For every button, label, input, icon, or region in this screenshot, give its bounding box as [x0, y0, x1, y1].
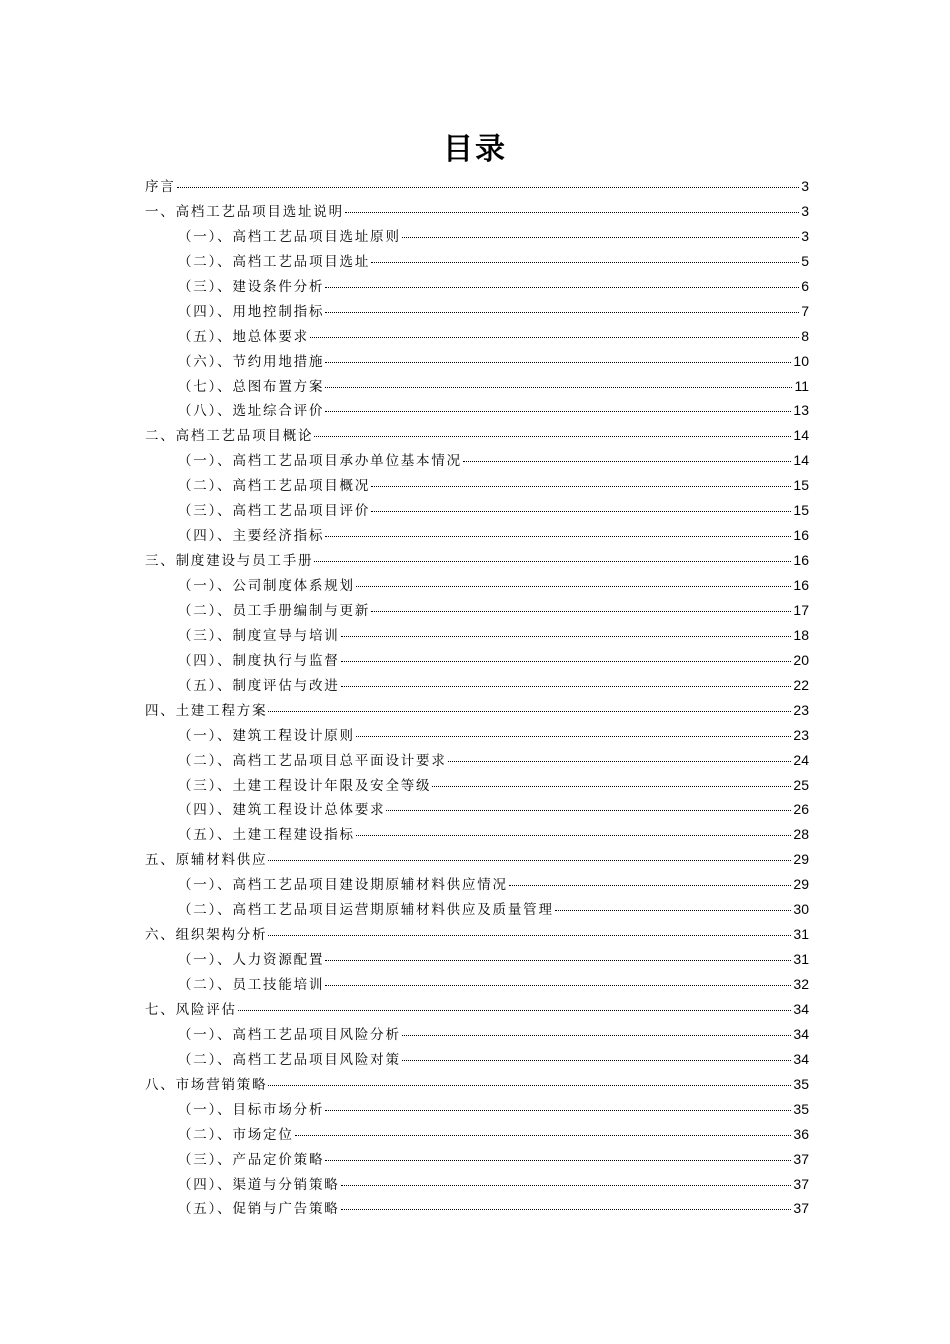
page-title: 目录: [443, 132, 507, 167]
toc-entry[interactable]: [145, 174, 809, 199]
toc-dot-leader: [268, 1085, 791, 1086]
toc-dot-leader: [356, 835, 792, 836]
toc-page-number: 23: [793, 701, 809, 718]
toc-entry-label: 七、风险评估: [145, 1001, 237, 1018]
toc-entry[interactable]: [145, 947, 809, 972]
toc-dot-leader: [325, 287, 799, 288]
toc-dot-leader: [238, 1010, 792, 1011]
toc-dot-leader: [295, 1135, 792, 1136]
toc-page-number: 29: [793, 851, 809, 868]
toc-page-number: 31: [793, 951, 809, 968]
toc-dot-leader: [341, 686, 792, 687]
toc-entry[interactable]: [145, 797, 809, 822]
toc-entry-label: （三）、产品定价策略: [178, 1151, 325, 1168]
toc-entry-label: 三、制度建设与员工手册: [145, 553, 314, 570]
toc-page-number: 15: [793, 502, 809, 519]
toc-page-number: 7: [801, 302, 809, 319]
toc-dot-leader: [555, 910, 792, 911]
toc-entry[interactable]: [145, 299, 809, 324]
toc-entry-label: （五）、制度评估与改进: [178, 677, 340, 694]
toc-dot-leader: [345, 212, 799, 213]
toc-entry[interactable]: [145, 872, 809, 897]
toc-page-number: 23: [793, 726, 809, 743]
toc-entry-label: （三）、建设条件分析: [178, 278, 325, 295]
toc-dot-leader: [356, 586, 792, 587]
toc-dot-leader: [356, 736, 792, 737]
toc-entry-label: （一）、高档工艺品项目建设期原辅材料供应情况: [178, 877, 508, 894]
toc-dot-leader: [402, 1060, 792, 1061]
toc-entry[interactable]: [145, 847, 809, 872]
toc-entry-label: （五）、地总体要求: [178, 328, 309, 345]
toc-page-number: 35: [793, 1075, 809, 1092]
toc-dot-leader: [386, 810, 791, 811]
toc-entry-label: （一）、目标市场分析: [178, 1101, 325, 1118]
toc-dot-leader: [341, 1209, 792, 1210]
toc-page-number: 37: [793, 1200, 809, 1217]
toc-dot-leader: [325, 536, 791, 537]
toc-entry-label: （四）、用地控制指标: [178, 303, 325, 320]
toc-entry-label: （四）、制度执行与监督: [178, 652, 340, 669]
toc-page-number: 34: [793, 1025, 809, 1042]
toc-entry-label: （一）、人力资源配置: [178, 952, 325, 969]
toc-entry[interactable]: [145, 997, 809, 1022]
toc-page-number: 13: [793, 402, 809, 419]
toc-entry[interactable]: [145, 573, 809, 598]
toc-entry-label: 五、原辅材料供应: [145, 852, 268, 869]
toc-entry[interactable]: [145, 773, 809, 798]
toc-page-number: 15: [793, 477, 809, 494]
toc-dot-leader: [325, 411, 791, 412]
toc-dot-leader: [268, 860, 791, 861]
toc-page-number: 20: [793, 651, 809, 668]
toc-page-number: 34: [793, 1050, 809, 1067]
toc-entry[interactable]: [145, 548, 809, 573]
toc-entry[interactable]: [145, 598, 809, 623]
toc-entry[interactable]: [145, 374, 809, 399]
toc-entry-label: （三）、土建工程设计年限及安全等级: [178, 777, 432, 794]
toc-dot-leader: [325, 362, 791, 363]
toc-dot-leader: [341, 1185, 792, 1186]
toc-entry-label: （二）、高档工艺品项目选址: [178, 253, 371, 270]
toc-entry-label: 二、高档工艺品项目概论: [145, 428, 314, 445]
toc-entry[interactable]: [145, 498, 809, 523]
toc-page-number: 3: [801, 202, 809, 219]
toc-entry[interactable]: [145, 1072, 809, 1097]
toc-page-number: 3: [801, 178, 809, 194]
toc-entry[interactable]: [145, 673, 809, 698]
toc-entry-label: （八）、选址综合评价: [178, 403, 325, 420]
toc-entry[interactable]: [145, 698, 809, 723]
toc-page-number: 11: [794, 377, 809, 394]
toc-page-number: 17: [793, 601, 809, 618]
toc-page-number: 16: [793, 527, 809, 544]
toc-entry[interactable]: [145, 199, 809, 224]
toc-dot-leader: [310, 337, 799, 338]
toc-entry[interactable]: [145, 1047, 809, 1072]
toc-entry[interactable]: [145, 723, 809, 748]
toc-entry-label: （一）、公司制度体系规划: [178, 578, 355, 594]
toc-entry-label: （一）、高档工艺品项目承办单位基本情况: [178, 453, 462, 470]
toc-entry[interactable]: [145, 1022, 809, 1047]
toc-page-number: 8: [801, 327, 809, 344]
toc-entry-label: 一、高档工艺品项目选址说明: [145, 203, 344, 220]
toc-entry[interactable]: [145, 623, 809, 648]
toc-entry-label: 六、组织架构分析: [145, 927, 268, 944]
toc-entry-label: 八、市场营销策略: [145, 1076, 268, 1093]
toc-dot-leader: [314, 561, 791, 562]
toc-dot-leader: [314, 436, 791, 437]
toc-entry-label: （三）、高档工艺品项目评价: [178, 503, 371, 520]
toc-entry-label: （一）、高档工艺品项目选址原则: [178, 228, 401, 245]
toc-page-number: 24: [793, 751, 809, 768]
toc-entry[interactable]: [145, 1172, 809, 1197]
toc-entry[interactable]: [145, 972, 809, 997]
toc-entry[interactable]: [145, 398, 809, 423]
toc-entry-label: （四）、渠道与分销策略: [178, 1176, 340, 1193]
toc-page-number: 29: [793, 876, 809, 893]
toc-dot-leader: [325, 312, 799, 313]
toc-entry-label: （四）、建筑工程设计总体要求: [178, 802, 386, 819]
toc-page-number: 14: [793, 427, 809, 444]
toc-entry-label: 四、土建工程方案: [145, 702, 268, 719]
toc-entry[interactable]: [145, 748, 809, 773]
toc-entry-label: （二）、高档工艺品项目概况: [178, 478, 371, 495]
toc-dot-leader: [341, 636, 792, 637]
toc-page-number: 34: [793, 1000, 809, 1017]
toc-dot-leader: [341, 661, 792, 662]
toc-dot-leader: [325, 387, 792, 388]
toc-page-number: 5: [801, 252, 809, 269]
toc-dot-leader: [463, 461, 791, 462]
toc-dot-leader: [325, 1160, 791, 1161]
toc-entry-label: （二）、高档工艺品项目运营期原辅材料供应及质量管理: [178, 902, 554, 919]
toc-page-number: 35: [793, 1100, 809, 1117]
toc-page-number: 32: [793, 976, 809, 992]
toc-dot-leader: [509, 885, 792, 886]
toc-page-number: 37: [793, 1150, 809, 1167]
toc-page-number: 28: [793, 826, 809, 843]
toc-page-number: 16: [793, 577, 809, 593]
toc-dot-leader: [371, 486, 791, 487]
toc-entry[interactable]: [145, 448, 809, 473]
toc-dot-leader: [371, 611, 791, 612]
toc-entry[interactable]: [145, 324, 809, 349]
toc-page-number: 10: [793, 352, 809, 369]
toc-entry[interactable]: [145, 1122, 809, 1147]
toc-page-number: 30: [793, 901, 809, 918]
toc-entry[interactable]: [145, 822, 809, 847]
toc-entry[interactable]: [145, 897, 809, 922]
toc-entry-label: （三）、制度宣导与培训: [178, 627, 340, 644]
toc-entry-label: 序言: [145, 179, 176, 195]
toc-entry[interactable]: [145, 473, 809, 498]
toc-entry[interactable]: [145, 274, 809, 299]
toc-page-number: 36: [793, 1125, 809, 1142]
toc-entry[interactable]: [145, 349, 809, 374]
toc-page-number: 26: [793, 801, 809, 818]
toc-page-number: 22: [793, 676, 809, 693]
toc-entry[interactable]: [145, 1196, 809, 1221]
toc-page-number: 16: [793, 552, 809, 569]
toc-entry-label: （五）、土建工程建设指标: [178, 827, 355, 844]
toc-entry[interactable]: [145, 648, 809, 673]
toc-dot-leader: [371, 511, 791, 512]
toc-entry-label: （四）、主要经济指标: [178, 528, 325, 545]
toc-entry[interactable]: [145, 249, 809, 274]
toc-entry[interactable]: [145, 423, 809, 448]
toc-entry-label: （二）、员工技能培训: [178, 977, 325, 993]
toc-dot-leader: [177, 187, 800, 188]
toc-entry[interactable]: [145, 922, 809, 947]
toc-dot-leader: [268, 935, 791, 936]
table-of-contents: [145, 174, 809, 1221]
toc-entry-label: （二）、高档工艺品项目风险对策: [178, 1051, 401, 1068]
toc-dot-leader: [325, 1110, 791, 1111]
toc-entry-label: （二）、高档工艺品项目总平面设计要求: [178, 752, 447, 769]
toc-page-number: 25: [793, 776, 809, 793]
toc-dot-leader: [402, 1035, 792, 1036]
toc-entry-label: （六）、节约用地措施: [178, 353, 325, 370]
toc-dot-leader: [448, 761, 792, 762]
toc-dot-leader: [325, 960, 791, 961]
toc-page-number: 37: [793, 1175, 809, 1192]
toc-entry-label: （七）、总图布置方案: [178, 378, 325, 395]
toc-entry[interactable]: [145, 523, 809, 548]
toc-dot-leader: [432, 786, 791, 787]
toc-dot-leader: [371, 262, 799, 263]
toc-entry[interactable]: [145, 224, 809, 249]
toc-entry-label: （二）、市场定位: [178, 1126, 294, 1143]
toc-page-number: 6: [801, 277, 809, 294]
toc-entry-label: （一）、高档工艺品项目风险分析: [178, 1026, 401, 1043]
toc-dot-leader: [402, 237, 799, 238]
toc-entry-label: （二）、员工手册编制与更新: [178, 602, 371, 619]
toc-page-number: 18: [793, 626, 809, 643]
toc-page-number: 14: [793, 452, 809, 469]
toc-page-number: 31: [793, 926, 809, 943]
toc-dot-leader: [325, 985, 791, 986]
toc-page-number: 3: [801, 227, 809, 244]
toc-entry-label: （一）、建筑工程设计原则: [178, 727, 355, 744]
toc-entry[interactable]: [145, 1097, 809, 1122]
toc-entry[interactable]: [145, 1147, 809, 1172]
toc-dot-leader: [268, 711, 791, 712]
toc-entry-label: （五）、促销与广告策略: [178, 1201, 340, 1218]
